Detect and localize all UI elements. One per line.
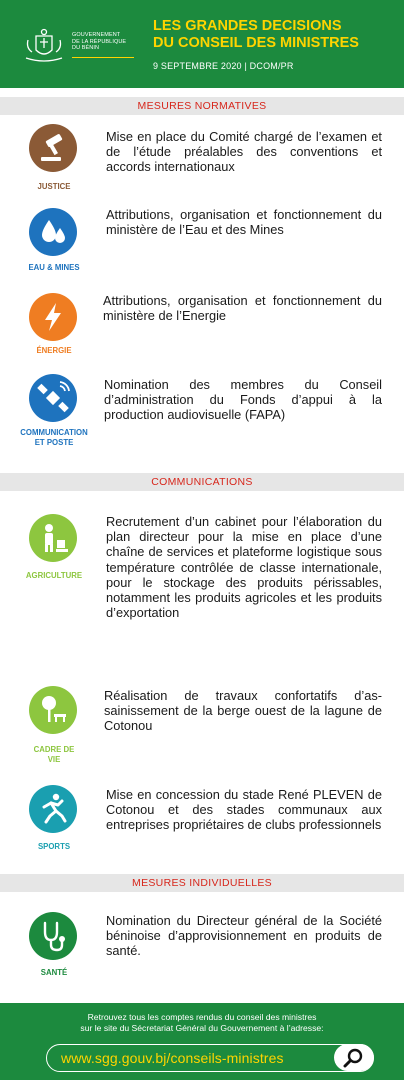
header-banner: [0, 0, 404, 88]
decision-text: Recrutement d’un cabinet pour l’élaboration du plan directeur pour la mise en place d’une chaîne de services et plateforme logistique sous température contrôlée de classe internationale, pour le stockage des produits périssables, notamment les produits agricoles et les produits d’exportation: [106, 514, 382, 621]
website-url-link[interactable]: www.sgg.gouv.bj/conseils-ministres: [61, 1050, 284, 1066]
decision-text: Attributions, organisation et fonctionnement du ministère de l’Energie: [103, 293, 382, 324]
category-label: COMMUNICATION ET POSTE: [20, 428, 88, 447]
search-button[interactable]: [334, 1044, 374, 1071]
footer-banner: [0, 1003, 404, 1080]
gavel-icon: [29, 124, 77, 172]
category-label: EAU & MINES: [28, 263, 80, 272]
divider: [72, 57, 134, 58]
water-drops-icon: [29, 208, 77, 256]
decision-text: Nomination du Directeur général de la Société béninoise d’approvisionnement en produits de santé.: [106, 913, 382, 959]
category-label: CADRE DE VIE: [33, 745, 75, 764]
lightning-icon: [29, 293, 77, 341]
runner-icon: [29, 785, 77, 833]
page-title: LES GRANDES DECISIONS DU CONSEIL DES MINISTRES: [153, 18, 359, 51]
farmer-icon: [29, 514, 77, 562]
decision-text: Réalisation de travaux confortatifs d’as-sainissement de la berge ouest de la lagune de Cotonou: [104, 688, 382, 734]
category-label: JUSTICE: [37, 182, 71, 191]
satellite-icon: [29, 374, 77, 422]
decision-text: Mise en concession du stade René PLEVEN de Cotonou et des stades communaux aux entreprises propriétaires de clubs professionnels: [106, 787, 382, 833]
category-label: AGRICULTURE: [25, 571, 83, 580]
decision-text: Nomination des membres du Conseil d’administration du Fonds d’appui à la production audiovisuelle (FAPA): [104, 377, 382, 423]
category-label: ÉNERGIE: [36, 346, 72, 355]
section-header-normatives: MESURES NORMATIVES: [0, 97, 404, 115]
government-label: GOUVERNEMENT DE LA RÉPUBLIQUE DU BÉNIN: [72, 32, 127, 51]
footer-note: Retrouvez tous les comptes rendus du conseil des ministres sur le site du Sécretariat Général du Gouvernement à l’adresse:: [80, 1012, 324, 1033]
website-link-box[interactable]: [46, 1044, 374, 1072]
category-label: SPORTS: [37, 842, 71, 851]
benin-coat-of-arms-icon: [22, 28, 66, 64]
section-header-individuelles: MESURES INDIVIDUELLES: [0, 874, 404, 892]
section-header-communications: COMMUNICATIONS: [0, 473, 404, 491]
decision-text: Attributions, organisation et fonctionnement du ministère de l’Eau et des Mines: [106, 207, 382, 238]
decision-text: Mise en place du Comité chargé de l’examen et de l’étude préalables des conventions et accords internationaux: [106, 129, 382, 175]
category-label: SANTÉ: [40, 968, 68, 977]
publication-date: 9 SEPTEMBRE 2020 | DCOM/PR: [153, 61, 294, 71]
stethoscope-icon: [29, 912, 77, 960]
search-icon: [343, 1047, 365, 1068]
tree-bench-icon: [29, 686, 77, 734]
